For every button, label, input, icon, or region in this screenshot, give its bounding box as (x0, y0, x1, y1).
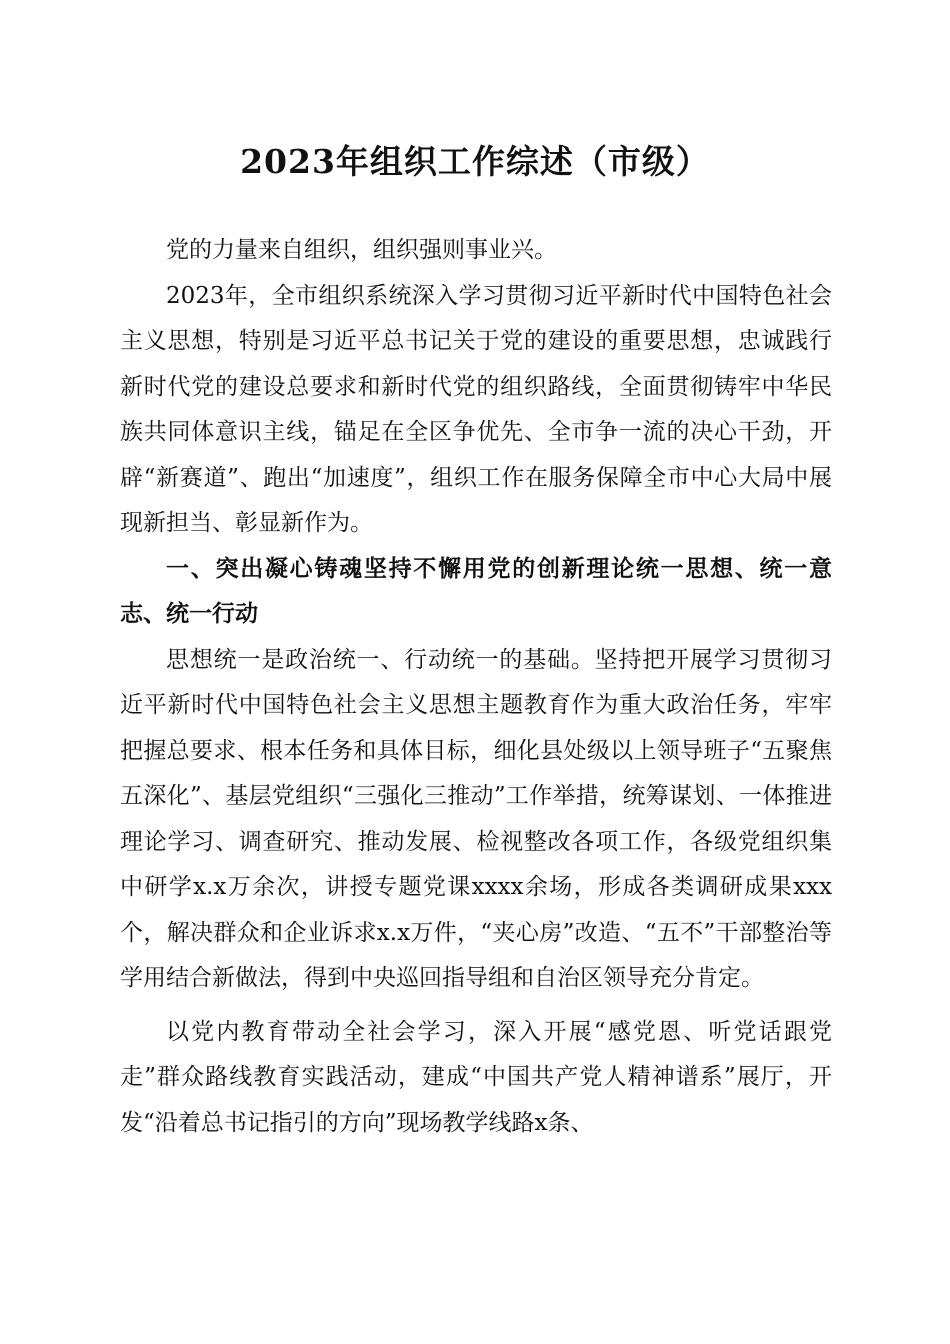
section-1-paragraph-2: 以党内教育带动全社会学习，深入开展“感党恩、听党话跟党走”群众路线教育实践活动，建成“中国共产党人精神谱系”展厅，开发“沿着总书记指引的方向”现场教学线路x条、 (120, 1018, 832, 1136)
section-heading-1: 一、突出凝心铸魂坚持不懈用党的创新理论统一思想、统一意志、统一行动 (120, 555, 832, 627)
intro-paragraph: 党的力量来自组织，组织强则事业兴。 (166, 237, 557, 263)
section-1-paragraph-1: 思想统一是政治统一、行动统一的基础。坚持把开展学习贯彻习近平新时代中国特色社会主义思想主题教育作为重大政治任务，牢牢把握总要求、根本任务和具体目标，细化县处级以上领导班子“五聚焦五深化”、基层党组织“三强化三推动”工作举措，统筹谋划、一体推进理论学习、调查研究、推动发展、检视整改各项工作，各级党组织集中研学x.x万余次，讲授专题党课xxxx余场，形成各类调研成果xxx个，解决群众和企业诉求x.x万件，“夹心房”改造、“五不”干部整治等学用结合新做法，得到中央巡回指导组和自治区领导充分肯定。 (120, 646, 832, 991)
document-title: 2023年组织工作综述（市级） (240, 142, 710, 181)
document-body (120, 228, 832, 1146)
overview-paragraph: 2023年，全市组织系统深入学习贯彻习近平新时代中国特色社会主义思想，特别是习近平总书记关于党的建设的重要思想，忠诚践行新时代党的建设总要求和新时代党的组织路线，全面贯彻铸牢中华民族共同体意识主线，锚足在全区争优先、全市争一流的决心干劲，开辟“新赛道”、跑出“加速度”，组织工作在服务保障全市中心大局中展现新担当、彰显新作为。 (120, 282, 832, 536)
